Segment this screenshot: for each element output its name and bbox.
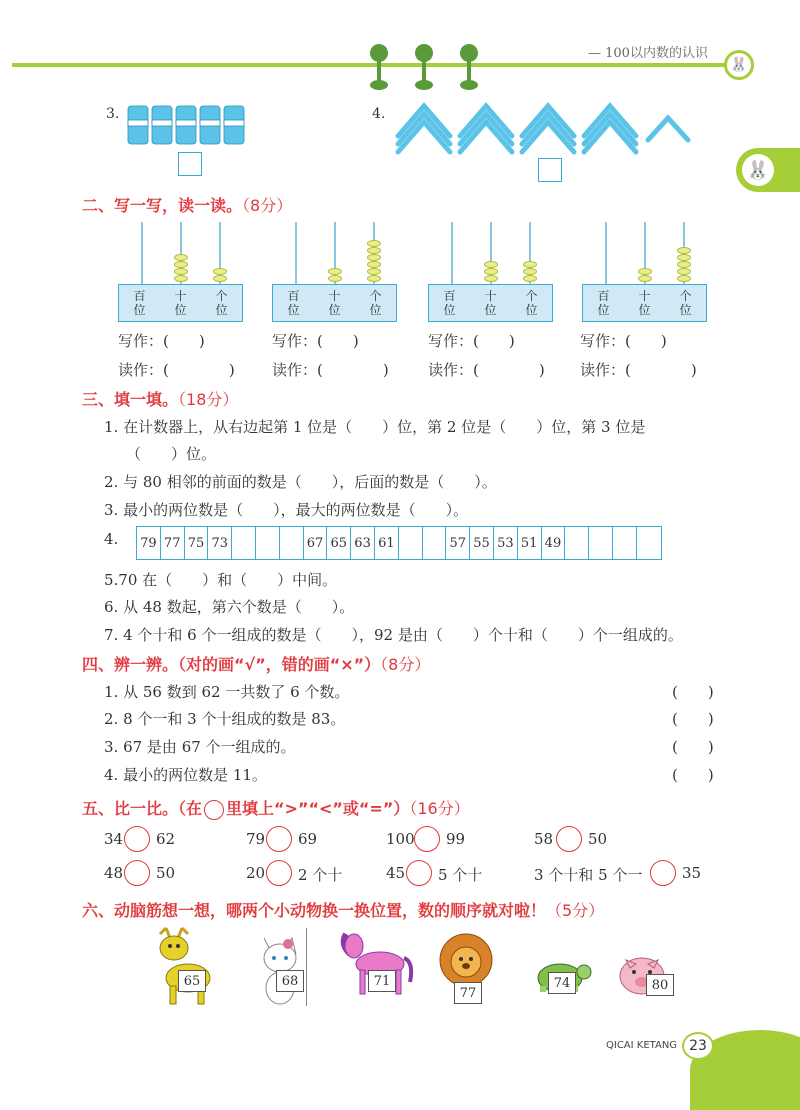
section4-title: 四、辨一辨。（对的画“√”，错的画“×”） [82,655,381,674]
compare-circle[interactable] [266,826,292,852]
cmp-right: 50 [588,830,608,848]
grid-cell: 61 [375,527,399,559]
grid-cell[interactable] [565,527,589,559]
cmp-left: 48 [104,864,124,882]
section3-points: （18分） [178,390,239,409]
s4-answer-2[interactable]: ( ) [672,710,714,728]
footer-brand: QICAI KETANG [606,1040,678,1051]
cmp-right: 5 个十 [438,866,483,884]
write-line-1[interactable]: 写作：( ) [118,332,205,350]
cmp-right: 50 [156,864,176,882]
s4-item-2: 2. 8 个一和 3 个十组成的数是 83。 [104,710,346,728]
grid-cell: 55 [470,527,494,559]
number-sequence-grid [136,526,662,560]
section6-title: 六、动脑筋想一想，哪两个小动物换一换位置，数的顺序就对啦！ [82,901,547,920]
section4-points: （8分） [380,655,431,674]
s3-q5[interactable]: 5.70 在（ ）和（ ）中间。 [104,571,338,589]
grid-cell: 49 [542,527,566,559]
section5-points: （16分） [409,799,470,818]
header-bar [12,63,732,67]
animal-number-tag: 77 [454,982,482,1004]
read-line-1[interactable]: 读作：( ) [118,361,235,379]
grid-cell[interactable] [399,527,423,559]
grid-cell[interactable] [589,527,613,559]
cmp-left: 34 [104,830,124,848]
cat-image [254,928,310,1008]
abacus-1: 百 位 十 位 个 位 [118,222,243,322]
item3-label: 3. [106,106,120,122]
circle-symbol-icon [204,800,224,820]
cmp-right: 69 [298,830,318,848]
side-tab [736,148,800,192]
s3-q4-label: 4. [104,530,119,548]
cmp-left: 58 [534,830,554,848]
write-line-2[interactable]: 写作：( ) [272,332,359,350]
section5-title-a: 五、比一比。（在 [82,799,203,818]
divider-line [306,928,307,1006]
section6-points: （5分） [546,901,605,920]
stick-chevrons-image [394,100,694,160]
cmp-right: 35 [682,864,702,882]
stick-bundles-image [126,100,256,148]
abacus-2: 百 位 十 位 个 位 [272,222,397,322]
cmp-left: 20 [246,864,266,882]
grid-cell[interactable] [637,527,661,559]
s4-item-3: 3. 67 是由 67 个一组成的。 [104,738,296,756]
s4-item-1: 1. 从 56 数到 62 一共数了 6 个数。 [104,683,350,701]
cmp-left: 79 [246,830,266,848]
rabbit-badge-icon: 🐰 [724,50,754,80]
s4-answer-4[interactable]: ( ) [672,766,714,784]
cmp-right: 2 个十 [298,866,343,884]
abacus-3: 百 位 十 位 个 位 [428,222,553,322]
page-number: 23 [682,1032,714,1060]
grid-cell[interactable] [613,527,637,559]
section3-heading [82,387,238,410]
grid-cell: 51 [518,527,542,559]
s3-q6[interactable]: 6. 从 48 数起，第六个数是（ ）。 [104,598,355,616]
read-line-3[interactable]: 读作：( ) [428,361,545,379]
section5-title-b: 里填上“>”“<”或“=”） [226,799,410,818]
section2-title: 二、写一写，读一读。 [82,196,243,215]
compare-circle[interactable] [414,826,440,852]
abacus-4: 百 位 十 位 个 位 [582,222,707,322]
answer-box-4[interactable] [538,158,562,182]
compare-circle[interactable] [406,860,432,886]
cmp-right: 62 [156,830,176,848]
animal-number-tag: 71 [368,970,396,992]
s3-q3[interactable]: 3. 最小的两位数是（ ），最大的两位数是（ ）。 [104,501,469,519]
animal-number-tag: 65 [178,970,206,992]
animal-number-tag: 74 [548,972,576,994]
grid-cell[interactable] [423,527,447,559]
grid-cell: 53 [494,527,518,559]
cmp-left: 45 [386,864,406,882]
chapter-title: — 100以内数的认识 [588,46,708,61]
compare-circle[interactable] [124,860,150,886]
grid-cell[interactable] [232,527,256,559]
animal-number-tag: 68 [276,970,304,992]
grid-cell: 63 [351,527,375,559]
compare-circle[interactable] [124,826,150,852]
s3-q1b[interactable]: （ ）位。 [126,445,217,463]
item4-label: 4. [372,106,386,122]
grid-cell: 57 [446,527,470,559]
section3-title: 三、填一填。 [82,390,179,409]
deer-image [148,924,218,1008]
grid-cell: 67 [304,527,328,559]
grid-cell[interactable] [256,527,280,559]
compare-circle[interactable] [266,860,292,886]
grid-cell: 65 [327,527,351,559]
s3-q1a[interactable]: 1. 在计数器上，从右边起第 1 位是（ ）位，第 2 位是（ ）位，第 3 位是 [104,418,646,436]
section6-heading [82,898,604,921]
s3-q2[interactable]: 2. 与 80 相邻的前面的数是（ ），后面的数是（ ）。 [104,473,497,491]
read-line-2[interactable]: 读作：( ) [272,361,389,379]
grid-cell: 79 [137,527,161,559]
cmp-left: 3 个十和 5 个一 [534,866,643,884]
grid-cell[interactable] [280,527,304,559]
compare-circle[interactable] [650,860,676,886]
s4-answer-3[interactable]: ( ) [672,738,714,756]
compare-circle[interactable] [556,826,582,852]
write-line-3[interactable]: 写作：( ) [428,332,515,350]
cmp-right: 99 [446,830,466,848]
grid-cell: 73 [208,527,232,559]
s3-q7[interactable]: 7. 4 个十和 6 个一组成的数是（ ），92 是由（ ）个十和（ ）个一组成的。 [104,626,683,644]
cmp-left: 100 [386,830,415,848]
grid-cell: 77 [161,527,185,559]
grid-cell: 75 [185,527,209,559]
section2-heading [82,193,292,216]
read-line-4[interactable]: 读作：( ) [580,361,697,379]
answer-box-3[interactable] [178,152,202,176]
write-line-4[interactable]: 写作：( ) [580,332,667,350]
s4-item-4: 4. 最小的两位数是 11。 [104,766,267,784]
bunny-icon: 🐰 [742,154,774,186]
section4-heading [82,652,430,675]
section5-heading [82,796,470,820]
animal-number-tag: 80 [646,974,674,996]
section2-points: （8分） [242,196,293,215]
s4-answer-1[interactable]: ( ) [672,683,714,701]
